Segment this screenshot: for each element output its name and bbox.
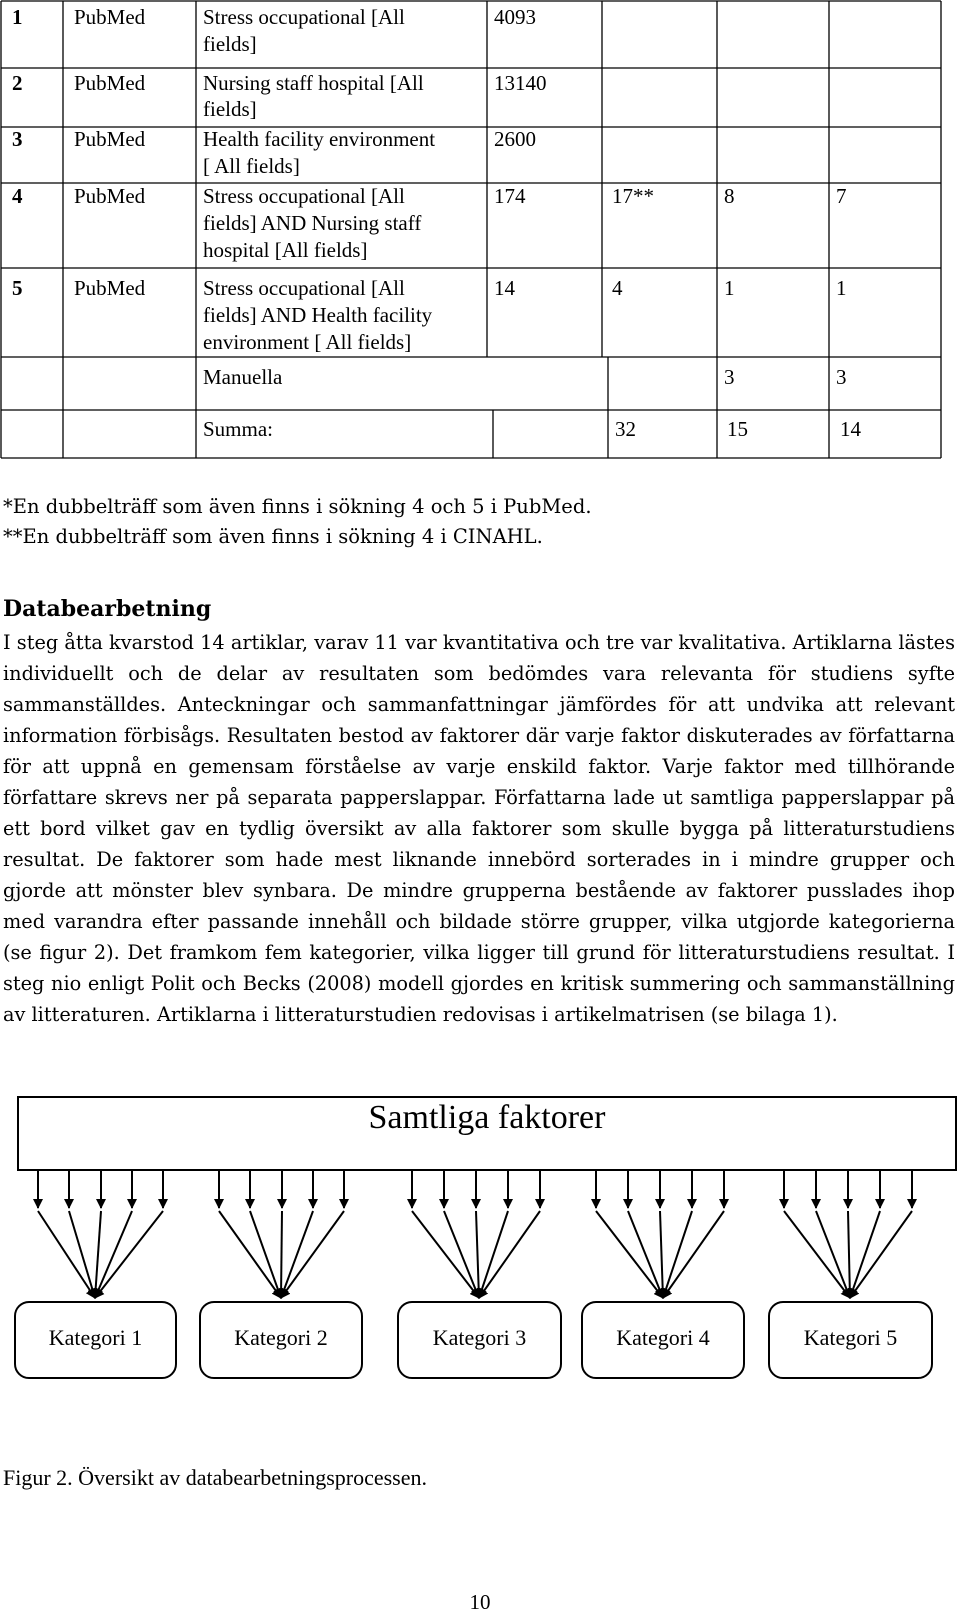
abstract-cell: 1 [724,276,735,300]
group-arrow [95,1211,163,1298]
category-label: Kategori 2 [234,1325,328,1350]
total-relevant-cell: 32 [615,417,636,441]
group-arrow [660,1211,663,1298]
search-term-line: Stress occupational [All [203,184,405,208]
group-arrow [479,1211,508,1298]
category-label: Kategori 1 [48,1325,143,1350]
search-term-line: fields] [203,32,257,56]
process-diagram [0,1090,960,1410]
category-label: Kategori 5 [803,1325,898,1350]
search-term-line: fields] AND Health facility [203,303,433,327]
relevant-title-cell: 4 [612,276,623,300]
category-label: Kategori 4 [616,1325,710,1350]
group-arrow [38,1211,95,1298]
group-arrow [850,1211,880,1298]
hits-cell: 2600 [494,127,536,151]
factor-arrows [38,1170,912,1298]
row-number: 5 [12,276,23,300]
database-cell: PubMed [74,127,146,151]
group-arrow [784,1211,850,1298]
total-abstract-cell: 15 [727,417,748,441]
footnote-single: *En dubbelträff som även finns i sökning 4 och 5 i PubMed. [3,495,592,518]
abstract-cell: 8 [724,184,735,208]
selected-cell: 3 [836,365,847,389]
search-term-line: hospital [All fields] [203,238,368,262]
group-arrow [412,1211,479,1298]
search-term-line: fields] AND Nursing staff [203,211,422,235]
hits-cell: 13140 [494,71,547,95]
hits-cell: 4093 [494,5,536,29]
group-arrow [663,1211,724,1298]
abstract-cell: 3 [724,365,735,389]
row-number: 2 [12,71,23,95]
group-arrow [250,1211,281,1298]
footnote-double: **En dubbelträff som även finns i sökning 4 i CINAHL. [3,525,543,548]
total-label: Summa: [203,417,274,441]
figure-caption: Figur 2. Översikt av databearbetningsprocessen. [3,1465,427,1490]
row-number: 1 [12,5,23,29]
relevant-title-cell: 17** [612,184,654,208]
group-arrow [816,1211,850,1298]
section-heading: Databearbetning [3,596,212,622]
group-arrow [628,1211,663,1298]
selected-cell: 7 [836,184,847,208]
row-number: 4 [12,184,23,208]
search-term-line: Stress occupational [All [203,5,405,29]
category-label: Kategori 3 [432,1325,527,1350]
group-arrow [663,1211,692,1298]
database-cell: PubMed [74,184,146,208]
group-arrow [596,1211,663,1298]
manual-label: Manuella [203,365,283,389]
search-term-line: environment [ All fields] [203,330,412,354]
search-term-line: Stress occupational [All [203,276,405,300]
group-arrow [479,1211,540,1298]
group-arrow [850,1211,912,1298]
search-term-line: fields] [203,97,257,121]
section-body: I steg åtta kvarstod 14 artiklar, varav 11 var kvantitativa och tre var kvalitativa. Artiklarna lästes individuellt och de delar av resultaten som bedömdes vara relevanta för studiens syfte sammanställdes. Anteckningar och sammanfattningar jämfördes för att undvika att relevant information förbisågs. Resultaten bestod av faktorer där varje faktor diskuterades av författarna för att uppnå en gemensam förståelse av varje enskild faktor. Varje faktor med tillhörande författare skrevs ner på separata papperslappar. Författarna lade ut samtliga papperslappar på ett bord vilket gav en tydlig översikt av alla faktorer som skulle bygga på litteraturstudiens resultat. De faktorer som hade mest liknande innebörd sorterades in i mindre grupper och gjorde att mönster blev synbara. De mindre grupperna bestående av faktorer pusslades ihop med varandra efter passande innehåll och bildade större grupper, vilka utgjorde kategorierna (se figur 2). Det framkom fem kategorier, vilka ligger till grund för litteraturstudiens resultat. I steg nio enligt Polit och Becks (2008) modell gjordes en kritisk summering och sammanställning av litteraturen. Artiklarna i litteraturstudien redovisas i artikelmatrisen (se bilaga 1). [3,631,955,1026]
hits-cell: 174 [494,184,526,208]
group-arrow [219,1211,281,1298]
group-arrow [444,1211,479,1298]
group-arrow [281,1211,344,1298]
row-number: 3 [12,127,23,151]
page-number: 10 [469,1590,491,1614]
search-term-line: Health facility environment [203,127,436,151]
group-arrow [281,1211,282,1298]
total-selected-cell: 14 [840,417,861,441]
group-arrow [69,1211,95,1298]
hits-cell: 14 [494,276,515,300]
selected-cell: 1 [836,276,847,300]
search-term-line: Nursing staff hospital [All [203,71,424,95]
group-arrow [848,1211,850,1298]
database-cell: PubMed [74,276,146,300]
group-arrow [476,1211,479,1298]
all-factors-label: Samtliga faktorer [368,1099,606,1136]
group-arrow [281,1211,313,1298]
database-cell: PubMed [74,71,146,95]
search-term-line: [ All fields] [203,154,300,178]
database-cell: PubMed [74,5,146,29]
